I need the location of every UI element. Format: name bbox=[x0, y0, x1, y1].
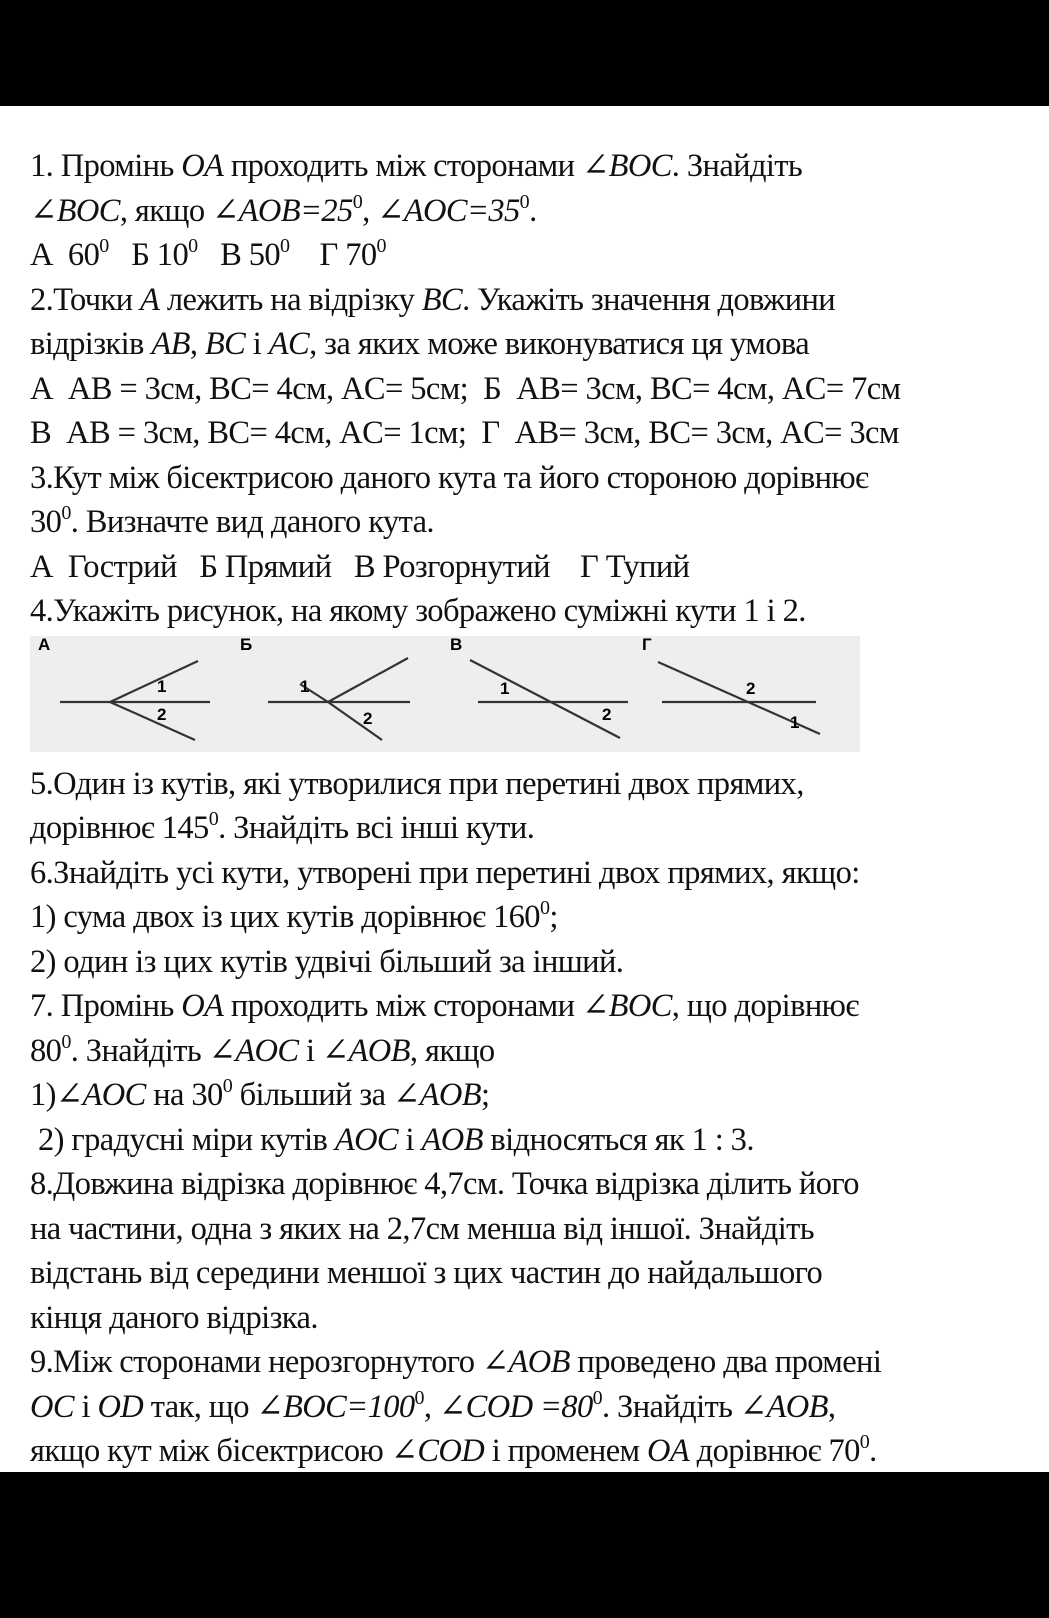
text: BC bbox=[204, 326, 246, 362]
figure-d-letter: Г bbox=[642, 635, 652, 654]
q6-line-3: 2) один із цих кутів удвічі більший за інший. bbox=[30, 943, 624, 980]
text: ∠BOC bbox=[256, 1388, 347, 1425]
figure-b-letter: Б bbox=[240, 635, 252, 654]
text: , bbox=[827, 1388, 836, 1425]
q4-line-1: 4.Укажіть рисунок, на якому зображено суміжні кути 1 і 2. bbox=[30, 593, 806, 629]
text: більший за bbox=[232, 1077, 393, 1113]
text: ∠BOC bbox=[581, 988, 672, 1024]
text: OA bbox=[181, 988, 224, 1024]
degree: 0 bbox=[414, 1386, 424, 1409]
degree: 0 bbox=[859, 1431, 870, 1453]
q5-line-1: 5.Один із кутів, які утворилися при перетині двох прямих, bbox=[30, 765, 804, 802]
text: =35 bbox=[467, 192, 520, 229]
text: AB bbox=[151, 326, 190, 362]
text: =25 bbox=[300, 192, 353, 229]
text: ; bbox=[480, 1077, 490, 1113]
q1-line-1 bbox=[30, 144, 1040, 189]
q1-line-2 bbox=[30, 189, 1040, 234]
option-d: Г 70 bbox=[289, 237, 377, 273]
q6-line-1: 6.Знайдіть усі кути, утворені при перетині двох прямих, якщо: bbox=[30, 854, 860, 891]
degree: 0 bbox=[61, 1030, 71, 1053]
q6-line-2 bbox=[30, 895, 1040, 940]
text: якщо кут між бісектрисою bbox=[30, 1433, 391, 1469]
figure-c-label-1: 1 bbox=[500, 678, 509, 698]
q7-line-3 bbox=[30, 1073, 1040, 1118]
text: . Знайдіть bbox=[70, 1032, 209, 1069]
text: відрізків bbox=[30, 326, 152, 362]
text: 2) градусні міри кутів bbox=[38, 1121, 335, 1158]
degree: 0 bbox=[61, 502, 71, 524]
text: ∠AOB bbox=[392, 1077, 481, 1113]
text: OA bbox=[181, 148, 224, 184]
q3-options: А Гострий Б Прямий В Розгорнутий Г Тупий bbox=[30, 548, 690, 585]
q5-line-2 bbox=[30, 806, 1040, 851]
text: ∠AOC bbox=[377, 192, 468, 229]
text: . Знайдіть bbox=[602, 1388, 740, 1425]
text: 1) bbox=[30, 1077, 56, 1113]
text: . Визначте вид даного кута. bbox=[70, 504, 434, 540]
degree: 0 bbox=[280, 235, 290, 257]
degree: 0 bbox=[208, 808, 219, 830]
text: , bbox=[189, 326, 205, 362]
figure-a-letter: А bbox=[38, 635, 50, 654]
figure-background bbox=[30, 636, 860, 752]
text: ∠COD bbox=[438, 1388, 533, 1425]
q8-line-3: відстань від середини меншої з цих частин до найдальшого bbox=[30, 1255, 823, 1291]
q3-line-1: 3.Кут між бісектрисою даного кута та його стороною дорівнює bbox=[30, 459, 869, 496]
text: AOB bbox=[421, 1121, 483, 1158]
text: 30 bbox=[30, 504, 62, 540]
text: і bbox=[73, 1388, 98, 1425]
text: . Знайдіть bbox=[671, 148, 803, 184]
q1-options bbox=[30, 233, 1040, 278]
text: , за яких може виконуватися ця умова bbox=[309, 326, 810, 362]
text: ∠AOB bbox=[739, 1388, 828, 1425]
option-b: Б 10 bbox=[108, 237, 189, 273]
q9-line-3 bbox=[30, 1429, 1040, 1474]
q8-line-1: 8.Довжина відрізка дорівнює 4,7см. Точка відрізка ділить його bbox=[30, 1166, 859, 1202]
degree: 0 bbox=[188, 235, 198, 257]
text: ∠AOC bbox=[55, 1077, 146, 1113]
text: проходить між сторонами bbox=[223, 988, 582, 1024]
q7-line-1 bbox=[30, 984, 1040, 1029]
degree: 0 bbox=[519, 190, 530, 213]
text: , bbox=[362, 192, 378, 229]
q8-line-4: кінця даного відрізка. bbox=[30, 1299, 318, 1336]
text: , якщо bbox=[119, 192, 213, 229]
degree: 0 bbox=[222, 1075, 233, 1097]
text: 7. Промінь bbox=[30, 988, 182, 1024]
text: і bbox=[298, 1032, 322, 1069]
degree: 0 bbox=[99, 235, 109, 257]
q2-line-1 bbox=[30, 278, 1040, 323]
text: ∠AOB bbox=[212, 192, 301, 229]
angle-figures-image bbox=[30, 636, 860, 752]
q7-line-2 bbox=[30, 1029, 1040, 1074]
text: OC bbox=[30, 1388, 74, 1425]
figure-d-label-2: 2 bbox=[746, 678, 755, 698]
q2-options-cd: В AB = 3см, BC= 4см, AC= 1см; Г AB= 3см, BC= 3см, AC= 3см bbox=[30, 415, 899, 451]
degree: 0 bbox=[352, 190, 363, 213]
q9-line-2 bbox=[30, 1385, 1040, 1430]
figure-c-letter: В bbox=[450, 635, 462, 654]
option-c: В 50 bbox=[197, 237, 280, 273]
text: 1. Промінь bbox=[30, 148, 182, 184]
text: A bbox=[140, 281, 160, 318]
text: , bbox=[423, 1388, 439, 1425]
text: OA bbox=[647, 1433, 690, 1469]
text: 80 bbox=[30, 1032, 62, 1069]
figure-a-label-2: 2 bbox=[157, 704, 166, 724]
text: . Укажіть значення довжини bbox=[462, 281, 836, 318]
q9-line-1 bbox=[30, 1340, 1040, 1385]
text: , якщо bbox=[409, 1032, 495, 1069]
text: ; bbox=[549, 899, 558, 935]
text: OD bbox=[97, 1388, 144, 1425]
text: так, що bbox=[143, 1388, 257, 1425]
figure-b-label-2: 2 bbox=[363, 708, 372, 728]
text: ∠AOB bbox=[321, 1032, 410, 1069]
text: . bbox=[529, 192, 537, 229]
figure-a-label-1: 1 bbox=[157, 676, 166, 696]
q7-line-4 bbox=[30, 1118, 1040, 1163]
figure-d-label-1: 1 bbox=[790, 712, 799, 732]
text: і bbox=[245, 326, 269, 362]
text: проходить між сторонами bbox=[223, 148, 582, 184]
degree: 0 bbox=[539, 897, 550, 919]
text: 2.Точки bbox=[30, 281, 141, 318]
text: ∠BOC bbox=[30, 192, 120, 229]
text: відносяться як 1 : 3. bbox=[482, 1121, 754, 1158]
text: ∠BOC bbox=[581, 148, 672, 184]
text: лежить на відрізку bbox=[159, 281, 422, 318]
degree: 0 bbox=[376, 235, 386, 257]
text: на 30 bbox=[145, 1077, 223, 1113]
worksheet-page bbox=[0, 106, 1049, 1472]
worksheet-content bbox=[30, 144, 1040, 1474]
text: BC bbox=[421, 281, 463, 318]
text: дорівнює 70 bbox=[689, 1433, 860, 1469]
text: проведено два промені bbox=[569, 1344, 882, 1380]
text: ∠AOC bbox=[208, 1032, 299, 1069]
q2-options-ab: А AB = 3см, BC= 4см, AC= 5см; Б AB= 3см, BC= 4см, AC= 7см bbox=[30, 370, 901, 407]
q2-line-2 bbox=[30, 322, 1040, 367]
text: AC bbox=[268, 326, 310, 362]
text: . bbox=[869, 1433, 877, 1469]
text: і bbox=[398, 1121, 422, 1158]
text: ∠AOB bbox=[481, 1344, 570, 1380]
text: =80 bbox=[532, 1388, 593, 1425]
q3-line-2 bbox=[30, 500, 1040, 545]
text: ∠COD bbox=[390, 1433, 485, 1469]
text: AOC bbox=[334, 1121, 399, 1158]
text: . Знайдіть всі інші кути. bbox=[218, 810, 535, 846]
text: 9.Між сторонами нерозгорнутого bbox=[30, 1344, 482, 1380]
figure-b-label-1: 1 bbox=[300, 676, 309, 696]
text: =100 bbox=[346, 1388, 415, 1425]
text: і променем bbox=[484, 1433, 648, 1469]
option-a: А 60 bbox=[30, 237, 100, 273]
q4-figures bbox=[30, 636, 1040, 752]
text: 1) сума двох із цих кутів дорівнює 160 bbox=[30, 899, 540, 935]
degree: 0 bbox=[592, 1386, 602, 1409]
figure-c-label-2: 2 bbox=[602, 704, 611, 724]
text: дорівнює 145 bbox=[30, 810, 209, 846]
text: , що дорівнює bbox=[671, 988, 859, 1024]
q8-line-2: на частини, одна з яких на 2,7см менша від іншої. Знайдіть bbox=[30, 1210, 814, 1247]
